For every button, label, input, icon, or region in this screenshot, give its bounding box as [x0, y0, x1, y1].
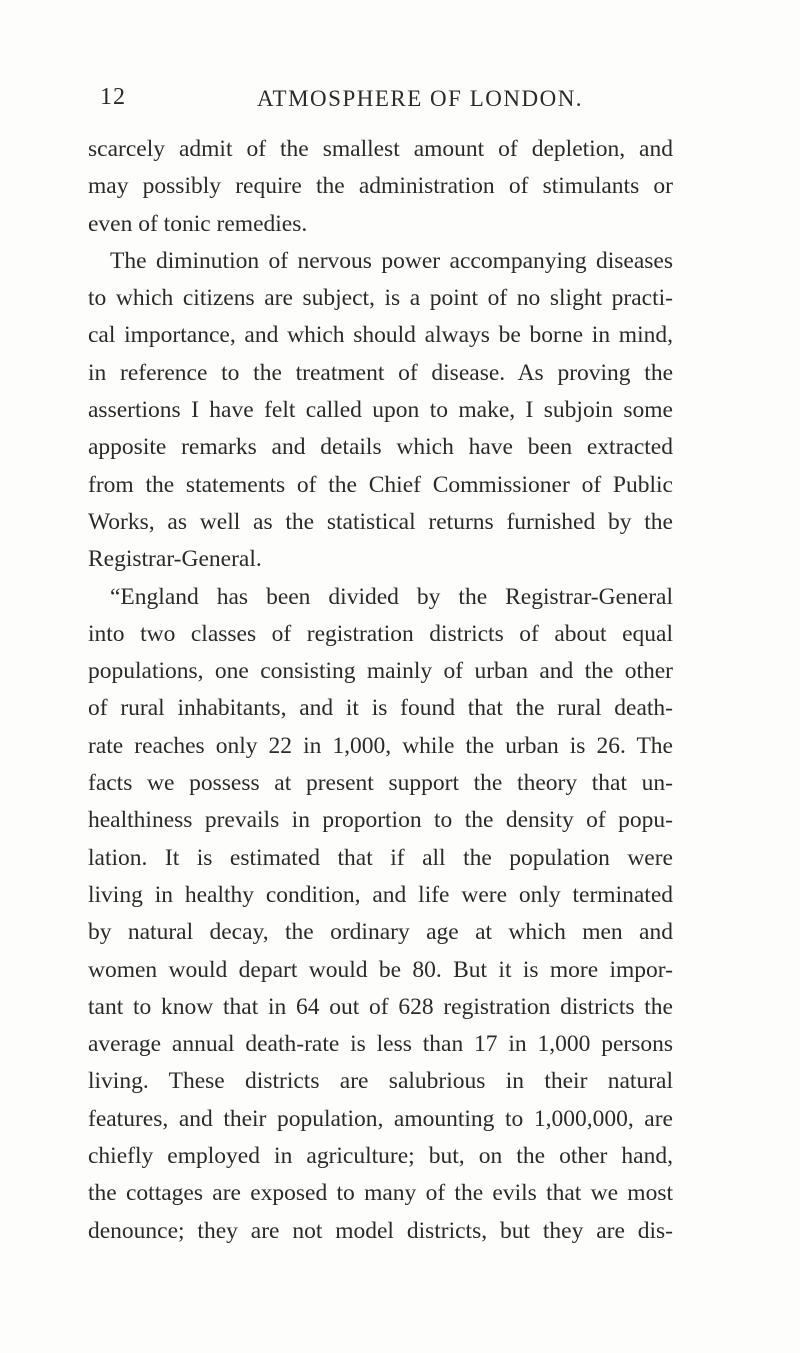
text-line: chiefly employed in agriculture; but, on the other hand, [88, 1143, 673, 1170]
text-line: from the statements of the Chief Commissioner of Public [88, 471, 673, 498]
text-line: cal importance, and which should always be borne in mind, [88, 322, 673, 349]
text-line: rate reaches only 22 in 1,000, while the urban is 26. The [88, 732, 673, 759]
text-line: The diminution of nervous power accompanying diseases [110, 247, 673, 274]
text-line: in reference to the treatment of disease. As proving the [88, 359, 673, 386]
text-line: denounce; they are not model districts, but they are dis- [88, 1217, 673, 1244]
text-line: living. These districts are salubrious in their natural [88, 1068, 673, 1095]
text-line: into two classes of registration districts of about equal [88, 620, 673, 647]
text-line: women would depart would be 80. But it is more impor- [88, 956, 673, 983]
text-line: features, and their population, amounting to 1,000,000, are [88, 1105, 673, 1132]
text-line: average annual death-rate is less than 17 in 1,000 persons [88, 1031, 673, 1058]
text-line: scarcely admit of the smallest amount of depletion, and [88, 136, 673, 162]
page-number: 12 [100, 84, 126, 110]
text-line: facts we possess at present support the theory that un- [88, 770, 673, 797]
text-line: by natural decay, the ordinary age at which men and [88, 919, 673, 946]
text-line: living in healthy condition, and life were only terminated [88, 881, 673, 908]
text-line: lation. It is estimated that if all the population were [88, 844, 673, 871]
running-title: ATMOSPHERE OF LONDON. [257, 86, 584, 111]
text-line: may possibly require the administration of stimulants or [88, 173, 673, 200]
text-line: apposite remarks and details which have been extracted [88, 434, 673, 461]
text-line: the cottages are exposed to many of the evils that we most [88, 1180, 673, 1207]
text-line: to which citizens are subject, is a point of no slight practi- [88, 285, 673, 312]
text-line: of rural inhabitants, and it is found that the rural death- [88, 695, 673, 722]
text-line: Works, as well as the statistical returns furnished by the [88, 508, 673, 535]
text-line: even of tonic remedies. [88, 210, 308, 237]
text-line: “England has been divided by the Registrar-General [110, 583, 673, 610]
text-line: assertions I have felt called upon to make, I subjoin some [88, 397, 673, 424]
text-line: Registrar-General. [88, 546, 262, 573]
text-line: populations, one consisting mainly of urban and the other [88, 658, 673, 685]
text-line: tant to know that in 64 out of 628 registration districts the [88, 993, 673, 1020]
text-line: healthiness prevails in proportion to the density of popu- [88, 807, 673, 834]
body-text [88, 131, 673, 1250]
